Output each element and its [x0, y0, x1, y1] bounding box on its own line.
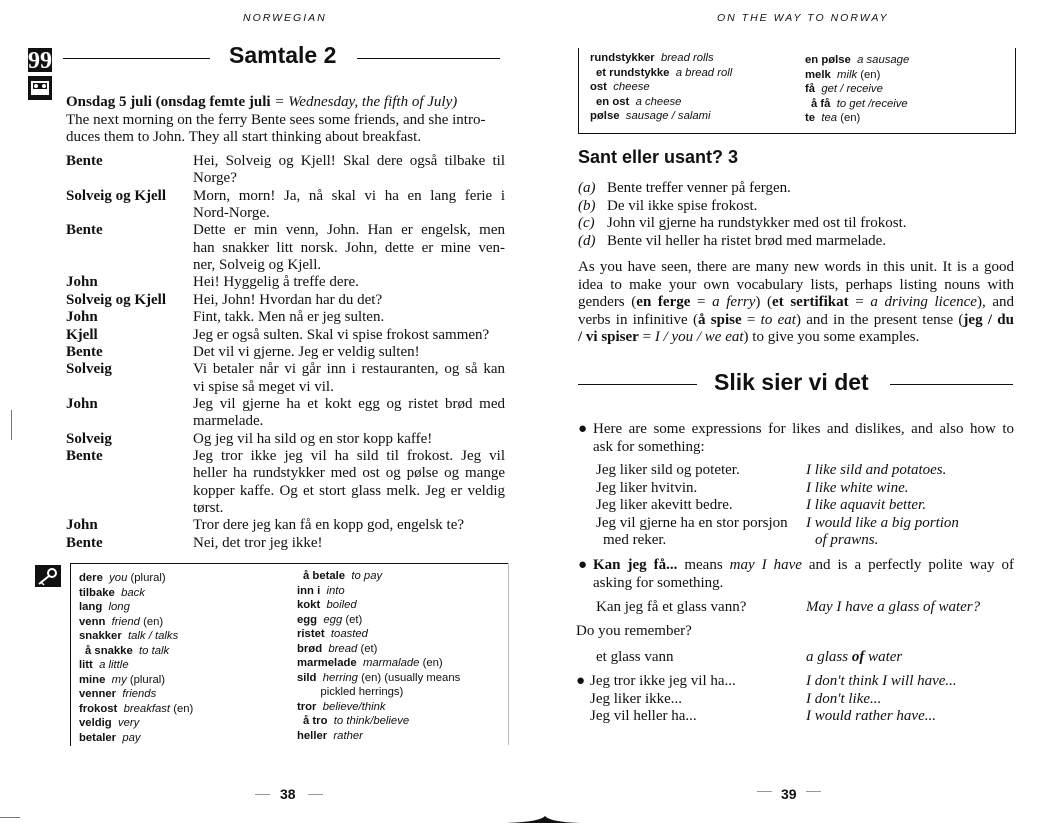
- section-rule-left: [578, 384, 697, 385]
- vocab-note: (et): [360, 642, 378, 655]
- vocab-translation: egg: [323, 613, 343, 626]
- vocab-word: å få: [811, 97, 831, 110]
- dialogue-speaker: John: [66, 517, 98, 534]
- dialogue-line: Og jeg vil ha sild og en stor kopp kaffe!: [193, 430, 433, 447]
- vocab-entry: [79, 600, 289, 615]
- vocab-entry: [590, 109, 800, 124]
- vocab-entry: [805, 111, 1010, 126]
- dialogue-speaker: Bente: [66, 222, 103, 239]
- vocab-word: mine: [79, 673, 106, 686]
- bullet1-text: Here are some expressions for likes and dislikes, and also how to ask for something:: [593, 421, 1014, 455]
- vocab-entry: [590, 66, 800, 81]
- vocab-entry: [805, 53, 1010, 68]
- dialogue-speaker: Kjell: [66, 326, 98, 343]
- vocab-list-right-col1: [590, 51, 800, 124]
- page-title: Samtale 2: [229, 42, 337, 68]
- vocab-note: (en): [422, 657, 443, 669]
- kan-jeg-fa-example: Kan jeg få et glass vann?: [596, 599, 747, 615]
- vocab-entry: [297, 598, 507, 613]
- vocab-entry: [297, 656, 507, 671]
- vocab-word: frokost: [79, 702, 118, 715]
- section-title: Slik sier vi det: [714, 369, 869, 395]
- quiz-label: (a): [578, 180, 596, 196]
- vocab-entry: [79, 586, 289, 601]
- vocab-translation: a bread roll: [675, 66, 733, 79]
- vocab-translation: bread rolls: [660, 52, 714, 64]
- vocab-word: ristet: [297, 628, 325, 640]
- dislike-english: I don't like...: [806, 690, 882, 707]
- intro-lead-translation: = Wednesday, the fifth of July): [270, 94, 458, 110]
- vocab-word: en pølse: [805, 54, 851, 66]
- quiz-label: (d): [578, 232, 596, 249]
- vocab-translation: into: [326, 584, 345, 597]
- quiz-statement: John vil gjerne ha rundstykker med ost til frokost.: [607, 215, 907, 231]
- vocab-note: pickled herrings): [320, 686, 404, 698]
- vocab-word: et rundstykke: [596, 66, 670, 79]
- dislike-norwegian: Jeg liker ikke...: [590, 690, 683, 707]
- svg-text:99: 99: [28, 48, 52, 74]
- vocab-entry: [590, 95, 800, 110]
- bullet2-text: Kan jeg få... means may I have and is a perfectly polite way of asking for something.: [593, 557, 1014, 591]
- vocab-list-left-col2: [297, 569, 507, 743]
- dialogue-line: Dette er min venn, John. Han er engelsk, men: [193, 222, 505, 239]
- vocab-entry: [297, 700, 507, 715]
- vocab-translation: herring: [322, 671, 358, 684]
- dialogue-speaker: Solveig og Kjell: [66, 187, 166, 204]
- vocab-word: å tro: [303, 715, 328, 727]
- vocab-translation: bread: [328, 642, 358, 655]
- page-number-left: 38: [280, 786, 296, 802]
- dialogue-line: Jeg tror ikke jeg vil ha sild til frokost. Jeg vil: [193, 447, 505, 464]
- dialogue-line: Jeg vil gjerne ha et kokt egg og ristet brød med: [193, 395, 505, 412]
- gutter-mark: [11, 410, 12, 440]
- vocab-word: en ost: [596, 95, 630, 108]
- vocab-word: tror: [297, 700, 317, 713]
- advice-line: genders (en ferge = a ferry) (et sertifikat = a driving licence), and: [578, 294, 1014, 310]
- vocab-word: pølse: [590, 110, 620, 122]
- dialogue-speaker: Solveig: [66, 430, 112, 447]
- quiz-label: (b): [578, 197, 596, 214]
- bullet: ●: [576, 673, 586, 689]
- intro-line-1: The next morning on the ferry Bente sees some friends, and she intro-: [66, 111, 486, 128]
- dialogue-line: Tror dere jeg kan få en kopp god, engelsk te?: [193, 517, 465, 534]
- vocab-entry: [590, 80, 800, 95]
- vocab-translation: to talk: [139, 644, 170, 657]
- vocab-word: brød: [297, 642, 323, 655]
- section-rule-right: [890, 384, 1013, 385]
- vocab-note: (en): [173, 702, 194, 715]
- vocab-list-left-col1: [79, 571, 289, 745]
- dialogue-speaker: John: [66, 309, 98, 326]
- vocab-word: egg: [297, 613, 318, 626]
- vocab-translation: marmalade: [362, 657, 420, 669]
- vocab-translation: you: [109, 572, 128, 584]
- vocab-entry: [79, 571, 289, 586]
- vocab-entry: [79, 615, 289, 630]
- page-number-dash: [255, 794, 270, 795]
- vocab-translation: talk / talks: [128, 630, 179, 642]
- vocab-translation: breakfast: [123, 702, 171, 715]
- dialogue-speaker: John: [66, 395, 98, 412]
- vocab-translation: rather: [333, 729, 363, 742]
- dialogue-line: ner, Solveig og Kjell.: [193, 257, 322, 274]
- vocab-word: å snakke: [85, 644, 133, 657]
- vocab-word: venner: [79, 688, 117, 700]
- dialogue-line: Nord-Norge.: [193, 205, 270, 222]
- running-head-right: ON THE WAY TO NORWAY: [717, 12, 889, 24]
- vocab-entry: [805, 97, 1010, 112]
- vocab-word: rundstykker: [590, 52, 655, 64]
- dialogue-line: Det vil vi gjerne. Jeg er veldig sulten!: [193, 343, 420, 360]
- dialogue-speaker: Bente: [66, 153, 103, 169]
- dialogue-line: Morn, morn! Ja, nå skal vi ha en lang ferie i: [193, 187, 505, 204]
- vocab-entry: [805, 82, 1010, 97]
- dialogue-speaker: Bente: [66, 534, 103, 551]
- vocab-entry: [297, 729, 507, 744]
- dialogue-cassette-icon: [28, 48, 52, 100]
- vocab-translation: very: [117, 717, 140, 729]
- vocab-word: kokt: [297, 599, 321, 611]
- page-number-dash: [757, 791, 772, 792]
- vocabulary-box-left-edge: [508, 563, 509, 745]
- vocab-entry: [297, 569, 507, 584]
- dislike-english: I would rather have...: [806, 708, 936, 724]
- glass-example: et glass vann: [596, 649, 674, 665]
- dislike-english: I don't think I will have...: [806, 673, 957, 689]
- page-number-dash: [308, 794, 323, 795]
- vocab-translation: to get /receive: [836, 97, 908, 110]
- expression-english: I like white wine.: [806, 479, 909, 496]
- page-number-dash: [806, 791, 821, 792]
- vocab-entry: [590, 51, 800, 66]
- vocab-entry: [805, 68, 1010, 83]
- dialogue-speaker: Solveig og Kjell: [66, 291, 166, 308]
- page-number-right: 39: [781, 786, 797, 802]
- binding-shadow: [505, 811, 580, 819]
- vocab-word: inn i: [297, 584, 321, 597]
- vocab-entry: [79, 687, 289, 702]
- dialogue-speaker: John: [66, 274, 98, 291]
- title-rule-right: [357, 58, 500, 59]
- vocab-translation: to pay: [351, 570, 383, 582]
- vocab-note: (en): [143, 615, 164, 628]
- vocab-entry: [297, 671, 507, 686]
- dialogue-speaker: Bente: [66, 343, 103, 360]
- vocab-entry: [79, 673, 289, 688]
- vocab-word: snakker: [79, 630, 122, 642]
- vocab-translation: a little: [99, 659, 129, 671]
- expression-norwegian: Jeg liker sild og poteter.: [596, 462, 740, 478]
- vocab-translation: boiled: [326, 599, 357, 611]
- vocabulary-key-icon: [35, 565, 61, 587]
- vocab-entry: [297, 685, 507, 700]
- vocab-entry: [297, 627, 507, 642]
- dialogue-line: Vi betaler når vi går inn i restauranten, og så kan: [193, 361, 505, 378]
- vocab-word: venn: [79, 615, 106, 628]
- dialogue-line: Hei! Hyggelig å treffe dere.: [193, 274, 359, 291]
- intro-paragraph: [66, 94, 506, 147]
- intro-lead: Onsdag 5 juli (onsdag femte juli: [66, 94, 271, 110]
- vocab-word: litt: [79, 659, 93, 671]
- dialogue-line: vi spise så meget vi vil.: [193, 378, 334, 395]
- advice-line: idea to make your own vocabulary lists, perhaps listing nouns with: [578, 276, 1014, 293]
- vocab-word: tilbake: [79, 586, 115, 599]
- quiz-statement: De vil ikke spise frokost.: [607, 197, 758, 214]
- expression-english: I would like a big portion: [806, 514, 959, 531]
- dislike-norwegian: Jeg tror ikke jeg vil ha...: [590, 673, 736, 689]
- vocab-entry: [297, 584, 507, 599]
- dialogue-line: Norge?: [193, 170, 237, 187]
- expression-norwegian: med reker.: [603, 532, 667, 548]
- vocab-translation: tea: [821, 112, 838, 124]
- vocab-word: betaler: [79, 731, 117, 744]
- vocab-translation: believe/think: [322, 700, 386, 713]
- expression-english: I like sild and potatoes.: [806, 462, 947, 478]
- vocab-word: heller: [297, 729, 328, 742]
- vocab-entry: [297, 642, 507, 657]
- expression-english: of prawns.: [815, 532, 879, 548]
- vocab-translation: cheese: [613, 81, 650, 93]
- vocab-translation: friends: [122, 688, 157, 700]
- vocab-note: (plural): [130, 572, 166, 584]
- vocab-entry: [79, 702, 289, 717]
- vocab-word: veldig: [79, 717, 112, 729]
- vocabulary-advice-paragraph: [578, 259, 1014, 347]
- vocab-entry: [79, 658, 289, 673]
- quiz-statement: Bente vil heller ha ristet brød med marmelade.: [607, 232, 887, 249]
- vocab-entry: [297, 613, 507, 628]
- advice-line: As you have seen, there are many new words in this unit. It is a good: [578, 259, 1014, 275]
- vocab-word: marmelade: [297, 657, 357, 669]
- dialogue-speaker: Solveig: [66, 361, 112, 378]
- expression-norwegian: Jeg liker hvitvin.: [596, 479, 698, 496]
- gutter-mark: [0, 817, 20, 818]
- vocab-entry: [79, 644, 289, 659]
- dialogue-line: heller ha rundstykker med ost og pølse og mange: [193, 465, 505, 482]
- dialogue-line: kopper kaffe. Og et stort glass melk. Jeg er veldig: [193, 482, 505, 499]
- vocab-translation: my: [111, 673, 127, 686]
- vocab-translation: get / receive: [821, 83, 883, 95]
- vocab-word: lang: [79, 601, 103, 613]
- expression-norwegian: Jeg vil gjerne ha en stor porsjon: [596, 514, 788, 531]
- dialogue-line: han snakker litt norsk. John, dette er mine ven-: [193, 239, 505, 256]
- kan-jeg-fa-translation: May I have a glass of water?: [806, 599, 981, 615]
- dialogue-line: Fint, takk. Men nå er jeg sulten.: [193, 309, 385, 326]
- quiz-label: (c): [578, 215, 595, 231]
- vocab-translation: toasted: [330, 628, 368, 640]
- dislike-norwegian: Jeg vil heller ha...: [590, 708, 697, 724]
- vocab-word: melk: [805, 68, 831, 81]
- dialogue-line: Hei, John! Hvordan har du det?: [193, 291, 383, 308]
- title-rule-left: [63, 58, 210, 59]
- vocab-note: (en) (usually means: [361, 671, 461, 684]
- vocab-word: sild: [297, 671, 317, 684]
- expression-english: I like aquavit better.: [806, 497, 926, 513]
- running-head-left: NORWEGIAN: [243, 12, 327, 24]
- vocab-word: dere: [79, 572, 103, 584]
- dialogue-line: marmelade.: [193, 413, 264, 430]
- dialogue-speaker: Bente: [66, 447, 103, 464]
- vocab-translation: long: [108, 601, 130, 613]
- vocab-translation: a sausage: [857, 54, 910, 66]
- vocab-note: (et): [345, 613, 363, 626]
- quiz-statement: Bente treffer venner på fergen.: [607, 180, 791, 196]
- vocab-word: te: [805, 112, 816, 124]
- quiz-title: Sant eller usant? 3: [578, 147, 739, 167]
- dialogue-line: Jeg er også sulten. Skal vi spise frokost sammen?: [193, 326, 490, 343]
- bullet: ●: [578, 421, 588, 437]
- vocab-translation: friend: [111, 615, 140, 628]
- dialogue-line: tørst.: [193, 500, 224, 516]
- glass-translation: a glass of water: [806, 649, 903, 665]
- vocab-note: (en): [860, 68, 881, 81]
- vocab-note: (plural): [129, 673, 166, 686]
- vocab-list-right-col2: [805, 53, 1010, 126]
- dialogue-line: Hei, Solveig og Kjell! Skal dere også tilbake til: [193, 153, 505, 169]
- vocab-word: få: [805, 83, 816, 95]
- vocab-entry: [79, 629, 289, 644]
- vocab-word: å betale: [303, 570, 346, 582]
- vocab-word: ost: [590, 81, 607, 93]
- vocab-entry: [297, 714, 507, 729]
- vocab-translation: sausage / salami: [625, 110, 711, 122]
- remember-heading: Do you remember?: [576, 623, 692, 639]
- expression-norwegian: Jeg liker akevitt bedre.: [596, 497, 733, 513]
- vocab-note: (en): [840, 112, 861, 124]
- vocab-translation: back: [121, 586, 145, 599]
- intro-line-2: duces them to John. They all start thinking about breakfast.: [66, 129, 422, 145]
- vocab-translation: milk: [837, 68, 858, 81]
- advice-line: verbs in infinitive (å spise = to eat) and in the present tense (jeg / du: [578, 311, 1014, 328]
- vocab-translation: to think/believe: [333, 715, 410, 727]
- vocab-translation: a cheese: [635, 95, 682, 108]
- vocab-entry: [79, 716, 289, 731]
- dialogue-line: Nei, det tror jeg ikke!: [193, 534, 323, 551]
- vocab-entry: [79, 731, 289, 746]
- vocab-translation: pay: [122, 731, 141, 744]
- bullet: ●: [578, 557, 588, 573]
- advice-line: / vi spiser = I / you / we eat) to give you some examples.: [578, 329, 920, 345]
